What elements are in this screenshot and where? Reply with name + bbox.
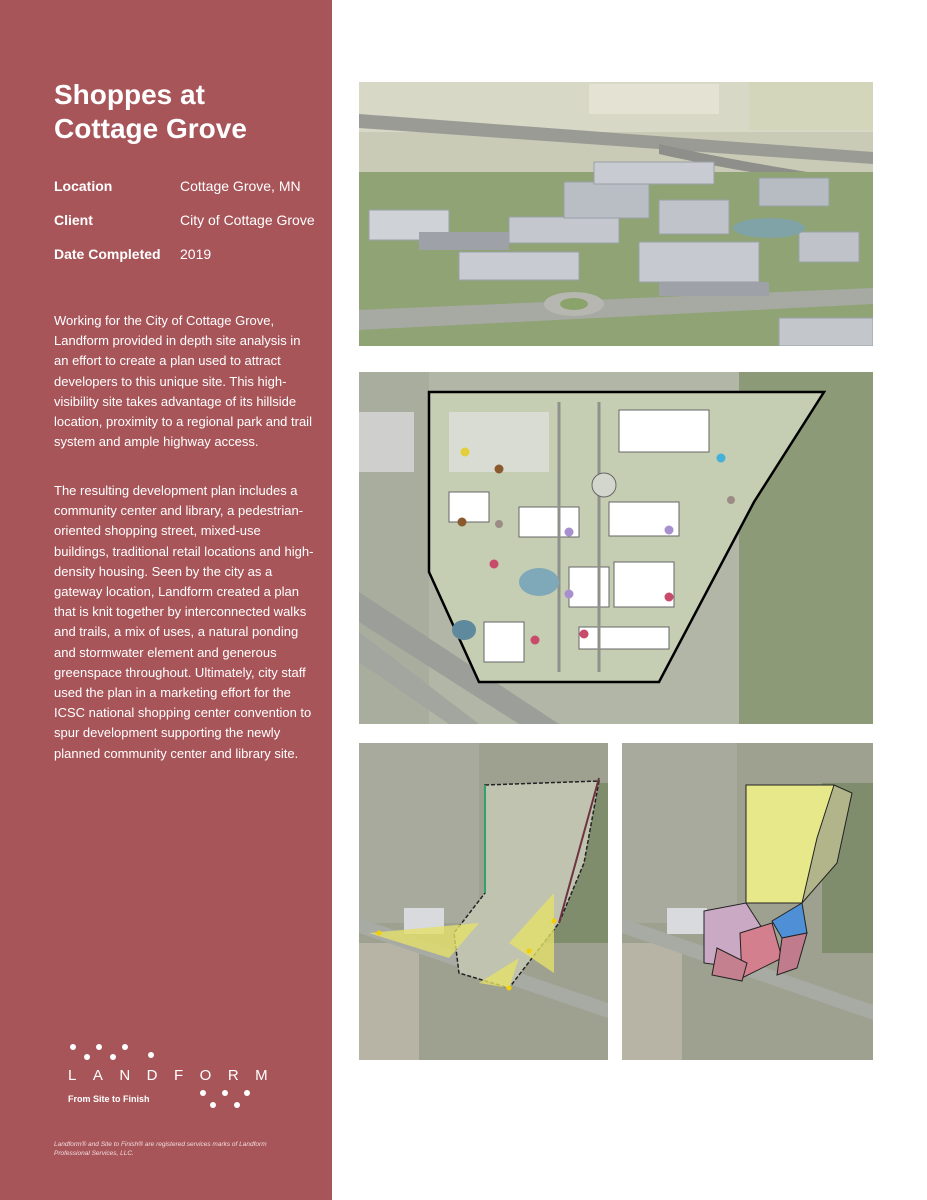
site-plan-image <box>359 372 873 724</box>
meta-value: 2019 <box>180 246 212 262</box>
meta-label: Client <box>54 212 93 228</box>
logo-dot <box>200 1090 206 1096</box>
trademark-disclaimer: Landform® and Site to Finish® are registered services marks of Landform Professional Services, LLC. <box>54 1141 267 1157</box>
sidebar-panel <box>0 0 332 1200</box>
logo-tagline: From Site to Finish <box>68 1094 150 1104</box>
logo-dot <box>148 1052 154 1058</box>
logo-dot <box>110 1054 116 1060</box>
logo-dot <box>70 1044 76 1050</box>
aerial-rendering-image <box>359 82 873 346</box>
logo-wordmark: LANDFORM <box>68 1067 285 1084</box>
meta-label: Location <box>54 178 113 194</box>
meta-value: City of Cottage Grove <box>180 212 315 228</box>
logo-dot <box>96 1044 102 1050</box>
logo-dot <box>222 1090 228 1096</box>
project-title: Shoppes at Cottage Grove <box>54 79 247 144</box>
logo-dot <box>234 1102 240 1108</box>
logo-dot <box>84 1054 90 1060</box>
meta-label: Date Completed <box>54 246 161 262</box>
description-paragraph-1: Working for the City of Cottage Grove, Landform provided in depth site analysis in an effort to create a plan used to attract developers to this unique site. This high-visibility site takes advantage of its hillside location, proximity to a regional park and trail system and ample highway access. <box>54 313 312 450</box>
meta-value: Cottage Grove, MN <box>180 178 301 194</box>
logo-dot <box>122 1044 128 1050</box>
logo-dot <box>244 1090 250 1096</box>
description-paragraph-2: The resulting development plan includes a community center and library, a pedestrian-oriented shopping street, mixed-use buildings, traditional retail locations and high-density housing. Seen by the city as a gateway location, Landform created a plan that is knit together by interconnected walks and trails, a mix of uses, a natural ponding and stormwater element and generous greenspace throughout. Ultimately, city staff used the plan in a marketing effort for the ICSC national shopping center convention to spur development supporting the newly planned community center and library site. <box>54 483 314 761</box>
site-analysis-map-image <box>359 743 608 1060</box>
land-use-map-image <box>622 743 873 1060</box>
landform-logo <box>64 1040 284 1110</box>
logo-dot <box>210 1102 216 1108</box>
